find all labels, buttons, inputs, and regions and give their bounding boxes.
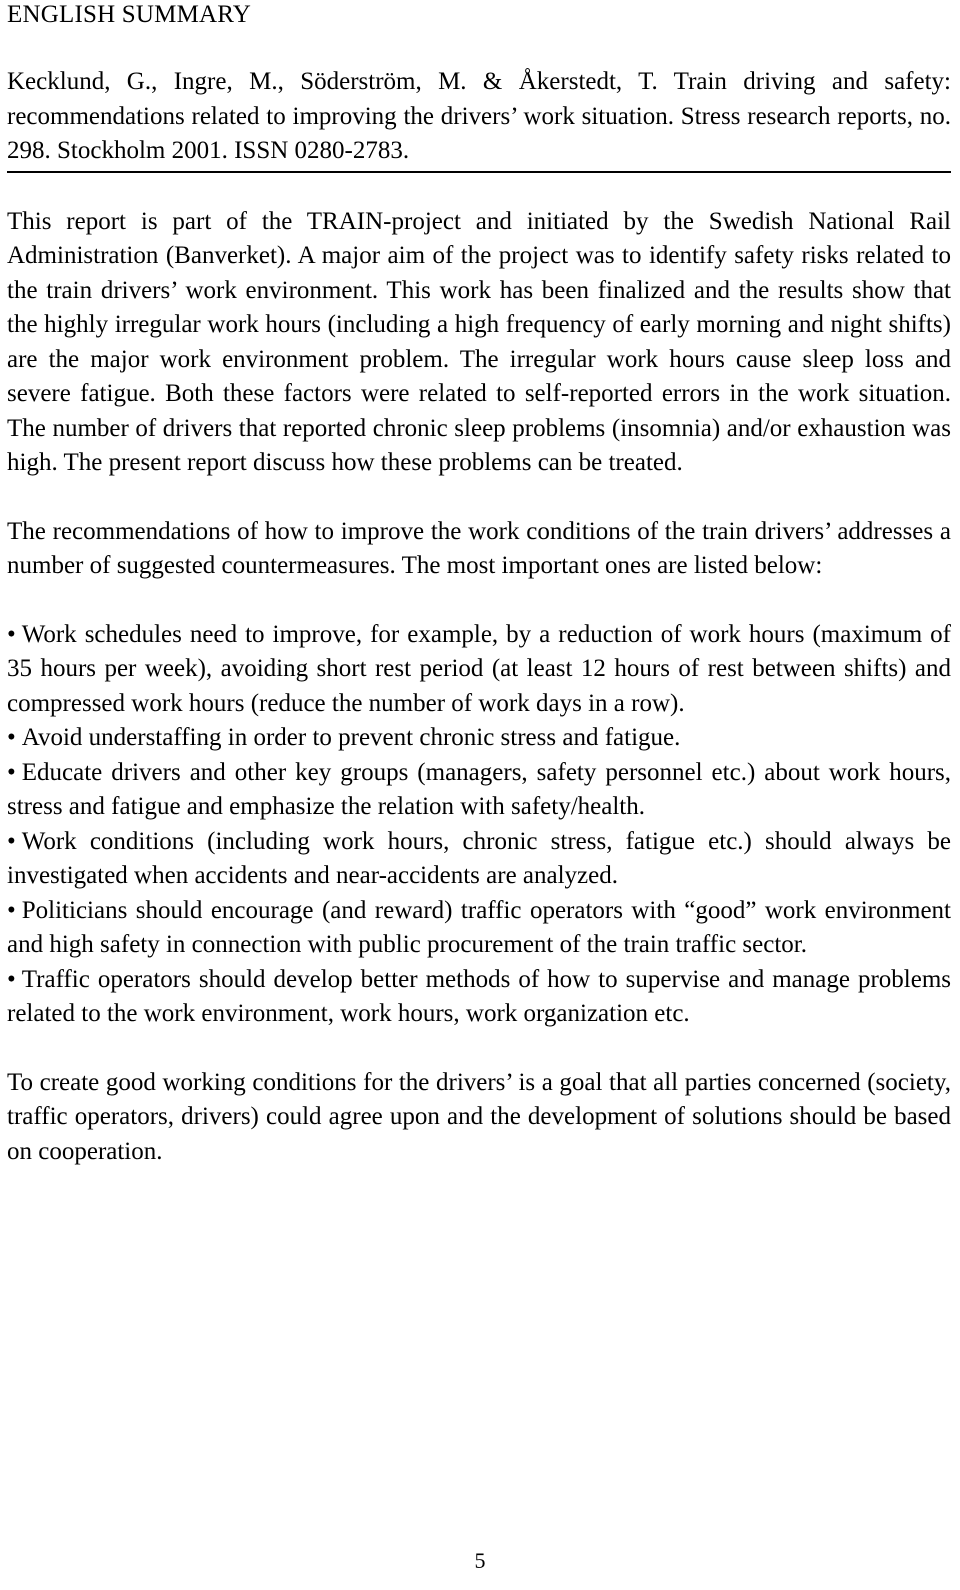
list-item	[7, 756, 951, 825]
list-item-text: Politicians should encourage (and reward) traffic operators with “good” work environment and high safety in connection with public procurement of the train traffic sector.	[7, 896, 951, 958]
closing-paragraph: To create good working conditions for the drivers’ is a goal that all parties concerned (society, traffic operators, drivers) could agree upon and the development of solutions should be based on cooperation.	[7, 1068, 951, 1165]
list-item-text: Traffic operators should develop better methods of how to supervise and manage problems related to the work environment, work hours, work organization etc.	[7, 965, 951, 1027]
bullet-icon: •	[7, 965, 16, 993]
bullet-icon: •	[7, 896, 16, 924]
list-item-text: Work schedules need to improve, for example, by a reduction of work hours (maximum of 35 hours per week), avoiding short rest period (at least 12 hours of rest between shifts) and compressed work hours (reduce the number of work days in a row).	[7, 620, 951, 717]
document-page	[7, 0, 951, 1169]
list-item-text: Avoid understaffing in order to prevent chronic stress and fatigue.	[21, 724, 681, 751]
section-heading: ENGLISH SUMMARY	[7, 1, 252, 28]
list-item	[7, 721, 951, 756]
list-item	[7, 963, 951, 1032]
list-item	[7, 825, 951, 894]
list-item	[7, 894, 951, 963]
bullet-icon: •	[7, 620, 16, 648]
recommendations-intro: The recommendations of how to improve the work conditions of the train drivers’ addresses a number of suggested countermeasures. The most important ones are listed below:	[7, 517, 951, 579]
page-number: 5	[474, 1548, 486, 1573]
list-item-text: Educate drivers and other key groups (managers, safety personnel etc.) about work hours, stress and fatigue and emphasize the relation with safety/health.	[7, 758, 951, 820]
bullet-icon: •	[7, 827, 16, 855]
citation: Kecklund, G., Ingre, M., Söderström, M. & Åkerstedt, T. Train driving and safety: recommendations related to improving the drivers’ work situation. Stress research reports, no. 298. Stockholm 2001. ISSN 0280-2783.	[7, 68, 951, 164]
bullet-icon: •	[7, 758, 16, 786]
citation-divider	[7, 171, 951, 173]
bullet-icon: •	[7, 724, 16, 751]
recommendations-list	[7, 618, 951, 1032]
list-item	[7, 618, 951, 722]
summary-paragraph: This report is part of the TRAIN-project and initiated by the Swedish National Rail Administration (Banverket). A major aim of the project was to identify safety risks related to the train drivers’ work environment. This work has been finalized and the results show that the highly irregular work hours (including a high frequency of early morning and night shifts) are the major work environment problem. The irregular work hours cause sleep loss and severe fatigue. Both these factors were related to self-reported errors in the work situation. The number of drivers that reported chronic sleep problems (insomnia) and/or exhaustion was high. The present report discuss how these problems can be treated.	[7, 207, 951, 476]
list-item-text: Work conditions (including work hours, chronic stress, fatigue etc.) should always be investigated when accidents and near-accidents are analyzed.	[7, 827, 951, 889]
